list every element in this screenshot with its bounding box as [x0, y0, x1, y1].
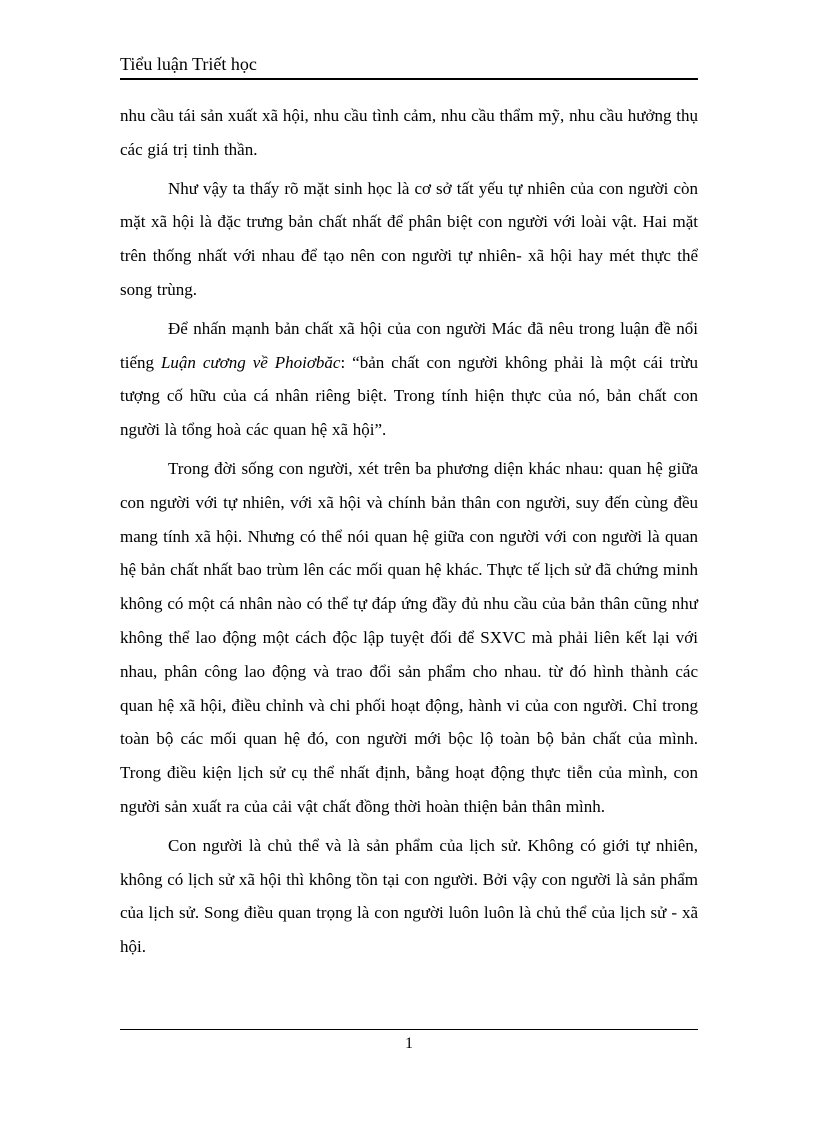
- work-title-italic: Luận cương về Phoiơbăc: [160, 352, 341, 372]
- document-body: [120, 99, 698, 964]
- paragraph-marx-thesis: [120, 312, 698, 447]
- page-number: 1: [405, 1035, 413, 1052]
- paragraph-history-subject: Con người là chủ thể và là sản phẩm của lịch sử. Không có giới tự nhiên, không có lịch sử xã hội thì không tồn tại con người. Bởi vậy con người là sản phẩm của lịch sử. Song điều quan trọng là con người luôn luôn là chủ thể của lịch sử - xã hội.: [120, 835, 698, 957]
- page-footer: [120, 1029, 698, 1052]
- paragraph-marx-thesis-intro: Để nhấn mạnh bản chất xã hội của con người Mác đã nêu trong luận đề nổi tiếng: [120, 318, 698, 372]
- page-header: [120, 52, 698, 80]
- paragraph-continuation: nhu cầu tái sản xuất xã hội, nhu cầu tình cảm, nhu cầu thẩm mỹ, nhu cầu hưởng thụ các giá trị tinh thần.: [120, 106, 698, 159]
- header-title: Tiểu luận Triết học: [120, 54, 257, 74]
- paragraph-biological-social: Như vậy ta thấy rõ mặt sinh học là cơ sở tất yếu tự nhiên của con người còn mặt xã hội là đặc trưng bản chất nhất để phân biệt con người với loài vật. Hai mặt trên thống nhất với nhau để tạo nên con người tự nhiên- xã hội hay mét thực thể song trùng.: [120, 178, 698, 299]
- paragraph-social-relations: Trong đời sống con người, xét trên ba phương diện khác nhau: quan hệ giữa con người với tự nhiên, với xã hội và chính bản thân con người, suy đến cùng đều mang tính xã hội. Nhưng có thể nói quan hệ giữa con người với con người là quan hệ bản chất nhất bao trùm lên các mối quan hệ khác. Thực tế lịch sử đã chứng minh không có một cá nhân nào có thể tự đáp ứng đầy đủ nhu cầu của bản thân cũng như không thể lao động một cách độc lập tuyệt đối để SXVC mà phải liên kết lại với nhau, phân công lao động và trao đổi sản phẩm cho nhau. từ đó hình thành các quan hệ xã hội, điều chỉnh và chi phối hoạt động, hành vi của con người. Chỉ trong toàn bộ các mối quan hệ đó, con người mới bộc lộ toàn bộ bản chất của mình. Trong điều kiện lịch sử cụ thể nhất định, bằng hoạt động thực tiễn của mình, con người sản xuất ra của cải vật chất đồng thời hoàn thiện bản thân mình.: [120, 458, 698, 816]
- paragraph-marx-thesis-quote: : “bản chất con người không phải là một cái trừu tượng cố hữu của cá nhân riêng biệt. Trong tính hiện thực của nó, bản chất con người là tổng hoà các quan hệ xã hội”.: [120, 352, 699, 440]
